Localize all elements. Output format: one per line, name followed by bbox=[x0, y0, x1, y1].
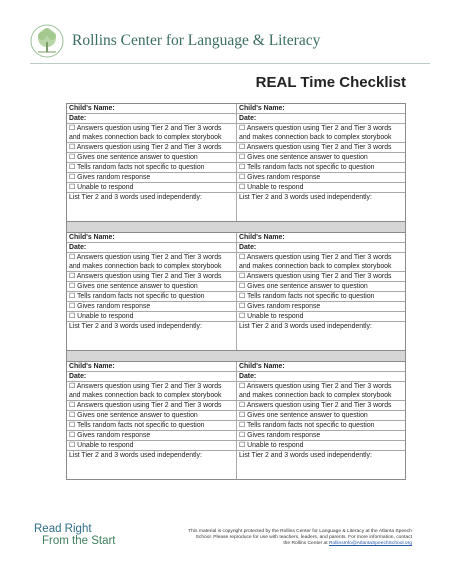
checkbox-item[interactable]: ☐ Tells random facts not specific to question bbox=[236, 163, 405, 173]
checkbox-item[interactable]: ☐ Tells random facts not specific to question bbox=[236, 292, 405, 302]
checkbox-item[interactable]: ☐ Gives random response bbox=[236, 302, 405, 312]
date-label[interactable]: Date: bbox=[67, 372, 236, 382]
copyright-line bbox=[152, 541, 412, 547]
checkbox-item[interactable]: ☐ Answers question using Tier 2 and Tier 3 words and makes connection back to complex storybook bbox=[67, 253, 236, 272]
logo-line-read-right: Read Right bbox=[34, 523, 92, 535]
checkbox-item[interactable]: ☐ Tells random facts not specific to question bbox=[236, 421, 405, 431]
checkbox-item[interactable]: ☐ Gives one sentence answer to question bbox=[236, 282, 405, 292]
checkbox-item[interactable]: ☐ Answers question using Tier 2 and Tier 3 words and makes connection back to complex storybook bbox=[67, 124, 236, 143]
child-name-label[interactable]: Child's Name: bbox=[236, 104, 405, 114]
checkbox-item[interactable]: ☐ Unable to respond bbox=[236, 312, 405, 322]
copyright-line: School. Please reproduce for use with teachers, leaders, and parents. For more information, contact bbox=[195, 535, 412, 541]
checklist-block bbox=[66, 103, 406, 222]
child-name-label[interactable]: Child's Name: bbox=[236, 233, 405, 243]
child-name-label[interactable]: Child's Name: bbox=[67, 362, 236, 372]
date-label[interactable]: Date: bbox=[67, 243, 236, 253]
tree-logo-icon bbox=[30, 24, 64, 58]
checkbox-item[interactable]: ☐ Unable to respond bbox=[67, 183, 236, 193]
checkbox-item[interactable]: ☐ Gives random response bbox=[67, 173, 236, 183]
checkbox-item[interactable]: ☐ Answers question using Tier 2 and Tier 3 words bbox=[236, 272, 405, 282]
child-name-label[interactable]: Child's Name: bbox=[67, 233, 236, 243]
checklist-block bbox=[66, 232, 406, 351]
word-list-field[interactable]: List Tier 2 and 3 words used independently: bbox=[236, 322, 405, 350]
checkbox-item[interactable]: ☐ Gives one sentence answer to question bbox=[67, 153, 236, 163]
checkbox-item[interactable]: ☐ Gives one sentence answer to question bbox=[236, 411, 405, 421]
logo-line-from-start: From the Start bbox=[42, 535, 116, 547]
block-separator bbox=[66, 351, 406, 361]
checklist-grid bbox=[66, 103, 406, 480]
checkbox-item[interactable]: ☐ Gives random response bbox=[67, 431, 236, 441]
date-label[interactable]: Date: bbox=[236, 372, 405, 382]
page-title: REAL Time Checklist bbox=[255, 74, 406, 91]
checkbox-item[interactable]: ☐ Tells random facts not specific to question bbox=[67, 421, 236, 431]
checkbox-item[interactable]: ☐ Answers question using Tier 2 and Tier 3 words bbox=[67, 143, 236, 153]
checkbox-item[interactable]: ☐ Answers question using Tier 2 and Tier 3 words and makes connection back to complex storybook bbox=[236, 382, 405, 401]
word-list-field[interactable]: List Tier 2 and 3 words used independently: bbox=[69, 452, 202, 459]
page-header bbox=[30, 24, 450, 64]
checkbox-item[interactable]: ☐ Unable to respond bbox=[236, 441, 405, 451]
checkbox-item[interactable]: ☐ Gives random response bbox=[67, 302, 236, 312]
checkbox-item[interactable]: ☐ Unable to respond bbox=[236, 183, 405, 193]
word-list-field[interactable]: List Tier 2 and 3 words used independently: bbox=[236, 193, 405, 221]
checkbox-item[interactable]: ☐ Answers question using Tier 2 and Tier 3 words and makes connection back to complex storybook bbox=[67, 382, 236, 401]
word-list-field[interactable]: List Tier 2 and 3 words used independently: bbox=[236, 451, 405, 479]
checklist-block bbox=[66, 361, 406, 480]
checkbox-item[interactable]: ☐ Gives random response bbox=[236, 431, 405, 441]
checkbox-item[interactable]: ☐ Gives one sentence answer to question bbox=[67, 282, 236, 292]
date-label[interactable]: Date: bbox=[236, 243, 405, 253]
checkbox-item[interactable]: ☐ Unable to respond bbox=[67, 441, 236, 451]
checkbox-item[interactable]: ☐ Answers question using Tier 2 and Tier 3 words and makes connection back to complex storybook bbox=[236, 253, 405, 272]
checkbox-item[interactable]: ☐ Gives random response bbox=[236, 173, 405, 183]
checkbox-item[interactable]: ☐ Answers question using Tier 2 and Tier 3 words bbox=[236, 401, 405, 411]
header-divider bbox=[30, 63, 430, 64]
email-link[interactable]: RollinsInfo@AtlantaSpeechSchool.org bbox=[329, 541, 412, 547]
checkbox-item[interactable]: ☐ Gives one sentence answer to question bbox=[236, 153, 405, 163]
checkbox-item[interactable]: ☐ Tells random facts not specific to question bbox=[67, 163, 236, 173]
child-name-label[interactable]: Child's Name: bbox=[236, 362, 405, 372]
checkbox-item[interactable]: ☐ Tells random facts not specific to question bbox=[67, 292, 236, 302]
word-list-field[interactable]: List Tier 2 and 3 words used independently: bbox=[69, 194, 202, 201]
date-label[interactable]: Date: bbox=[236, 114, 405, 124]
word-list-field[interactable]: List Tier 2 and 3 words used independently: bbox=[69, 323, 202, 330]
org-name: Rollins Center for Language & Literacy bbox=[72, 32, 321, 49]
date-label[interactable]: Date: bbox=[67, 114, 236, 124]
checkbox-item[interactable]: ☐ Answers question using Tier 2 and Tier 3 words bbox=[67, 272, 236, 282]
read-right-logo bbox=[34, 523, 144, 547]
checkbox-item[interactable]: ☐ Gives one sentence answer to question bbox=[67, 411, 236, 421]
copyright-note bbox=[152, 529, 412, 548]
checkbox-item[interactable]: ☐ Answers question using Tier 2 and Tier 3 words bbox=[67, 401, 236, 411]
checkbox-item[interactable]: ☐ Answers question using Tier 2 and Tier 3 words and makes connection back to complex storybook bbox=[236, 124, 405, 143]
block-separator bbox=[66, 222, 406, 232]
checkbox-item[interactable]: ☐ Unable to respond bbox=[67, 312, 236, 322]
child-name-label[interactable]: Child's Name: bbox=[67, 104, 236, 114]
contact-text: the Rollins Center at bbox=[283, 541, 329, 547]
copyright-line: This material is copyright protected by the Rollins Center for Language & Literacy at the Atlanta Speech bbox=[188, 529, 412, 534]
checkbox-item[interactable]: ☐ Answers question using Tier 2 and Tier 3 words bbox=[236, 143, 405, 153]
